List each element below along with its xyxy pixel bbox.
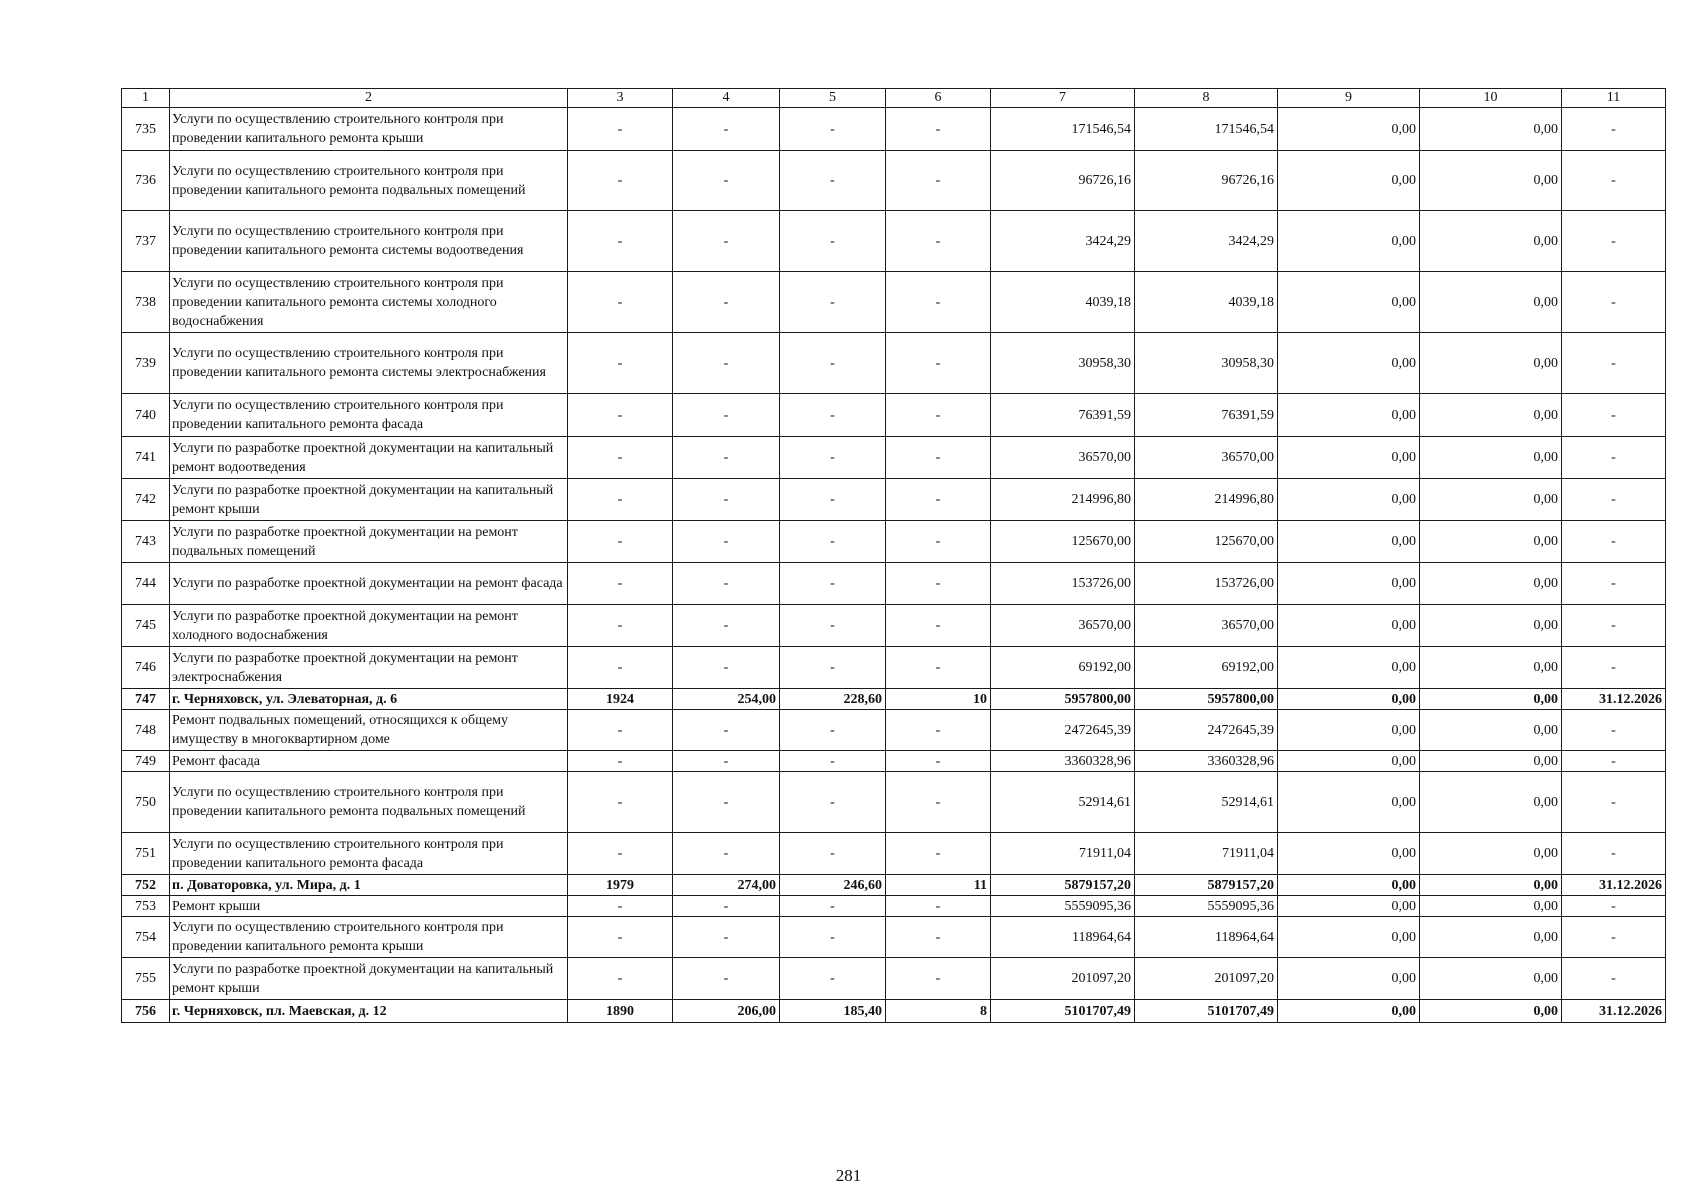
col-8-value: 71911,04 xyxy=(1135,833,1278,875)
col-6-value: - xyxy=(886,437,991,479)
col-5-value: - xyxy=(780,394,886,437)
col-6-value: - xyxy=(886,772,991,833)
col-5-value: - xyxy=(780,896,886,917)
col-8-value: 5957800,00 xyxy=(1135,689,1278,710)
row-number: 746 xyxy=(122,647,170,689)
col-11-value: - xyxy=(1562,563,1666,605)
col-10-value: 0,00 xyxy=(1420,437,1562,479)
table-row xyxy=(122,647,1666,689)
table-row xyxy=(122,151,1666,211)
col-3-value: - xyxy=(568,958,673,1000)
item-name: Услуги по осуществлению строительного контроля при проведении капитального ремонта системы электроснабжения xyxy=(170,333,568,394)
col-6-value: - xyxy=(886,710,991,751)
col-4-value: 254,00 xyxy=(673,689,780,710)
row-number: 735 xyxy=(122,108,170,151)
col-6-value: - xyxy=(886,917,991,958)
col-6-value: - xyxy=(886,833,991,875)
col-4-value: - xyxy=(673,917,780,958)
table-row xyxy=(122,833,1666,875)
col-10-value: 0,00 xyxy=(1420,751,1562,772)
col-8-value: 69192,00 xyxy=(1135,647,1278,689)
col-3-value: - xyxy=(568,772,673,833)
table-row xyxy=(122,896,1666,917)
item-name: Услуги по осуществлению строительного контроля при проведении капитального ремонта фасада xyxy=(170,394,568,437)
item-name: Услуги по осуществлению строительного контроля при проведении капитального ремонта подвальных помещений xyxy=(170,772,568,833)
col-7-value: 5101707,49 xyxy=(991,1000,1135,1023)
col-3-value: - xyxy=(568,605,673,647)
col-10-value: 0,00 xyxy=(1420,772,1562,833)
col-11-value: 31.12.2026 xyxy=(1562,1000,1666,1023)
col-8-value: 171546,54 xyxy=(1135,108,1278,151)
table-row xyxy=(122,710,1666,751)
col-10-value: 0,00 xyxy=(1420,521,1562,563)
header-cell: 9 xyxy=(1278,89,1420,108)
col-5-value: - xyxy=(780,958,886,1000)
col-4-value: 274,00 xyxy=(673,875,780,896)
col-8-value: 125670,00 xyxy=(1135,521,1278,563)
col-3-value: - xyxy=(568,521,673,563)
col-9-value: 0,00 xyxy=(1278,896,1420,917)
row-number: 737 xyxy=(122,211,170,272)
col-11-value: - xyxy=(1562,751,1666,772)
col-7-value: 30958,30 xyxy=(991,333,1135,394)
col-4-value: - xyxy=(673,437,780,479)
col-5-value: - xyxy=(780,605,886,647)
col-11-value: - xyxy=(1562,917,1666,958)
col-9-value: 0,00 xyxy=(1278,521,1420,563)
col-8-value: 153726,00 xyxy=(1135,563,1278,605)
item-name: г. Черняховск, пл. Маевская, д. 12 xyxy=(170,1000,568,1023)
col-9-value: 0,00 xyxy=(1278,437,1420,479)
col-4-value: - xyxy=(673,394,780,437)
item-name: Услуги по осуществлению строительного контроля при проведении капитального ремонта системы водоотведения xyxy=(170,211,568,272)
col-9-value: 0,00 xyxy=(1278,605,1420,647)
col-5-value: - xyxy=(780,917,886,958)
col-3-value: - xyxy=(568,647,673,689)
col-4-value: - xyxy=(673,563,780,605)
col-3-value: - xyxy=(568,479,673,521)
col-4-value: - xyxy=(673,751,780,772)
col-5-value: - xyxy=(780,563,886,605)
table-row xyxy=(122,479,1666,521)
col-8-value: 2472645,39 xyxy=(1135,710,1278,751)
header-cell: 6 xyxy=(886,89,991,108)
col-11-value: - xyxy=(1562,437,1666,479)
table-row xyxy=(122,437,1666,479)
table-row xyxy=(122,875,1666,896)
col-9-value: 0,00 xyxy=(1278,151,1420,211)
col-10-value: 0,00 xyxy=(1420,896,1562,917)
item-name: Ремонт подвальных помещений, относящихся к общему имуществу в многоквартирном доме xyxy=(170,710,568,751)
col-6-value: 10 xyxy=(886,689,991,710)
table-row xyxy=(122,272,1666,333)
col-11-value: 31.12.2026 xyxy=(1562,875,1666,896)
col-9-value: 0,00 xyxy=(1278,563,1420,605)
col-3-value: - xyxy=(568,710,673,751)
col-7-value: 153726,00 xyxy=(991,563,1135,605)
item-name: Услуги по разработке проектной документации на ремонт подвальных помещений xyxy=(170,521,568,563)
col-5-value: - xyxy=(780,521,886,563)
item-name: Услуги по разработке проектной документации на капитальный ремонт крыши xyxy=(170,958,568,1000)
col-3-value: 1924 xyxy=(568,689,673,710)
header-cell: 8 xyxy=(1135,89,1278,108)
item-name: Услуги по осуществлению строительного контроля при проведении капитального ремонта крыши xyxy=(170,108,568,151)
col-4-value: - xyxy=(673,479,780,521)
col-10-value: 0,00 xyxy=(1420,710,1562,751)
item-name: Услуги по разработке проектной документации на ремонт холодного водоснабжения xyxy=(170,605,568,647)
col-9-value: 0,00 xyxy=(1278,833,1420,875)
col-9-value: 0,00 xyxy=(1278,647,1420,689)
item-name: г. Черняховск, ул. Элеваторная, д. 6 xyxy=(170,689,568,710)
col-7-value: 36570,00 xyxy=(991,437,1135,479)
col-5-value: - xyxy=(780,833,886,875)
col-7-value: 36570,00 xyxy=(991,605,1135,647)
col-8-value: 214996,80 xyxy=(1135,479,1278,521)
col-11-value: - xyxy=(1562,772,1666,833)
item-name: Услуги по осуществлению строительного контроля при проведении капитального ремонта подвальных помещений xyxy=(170,151,568,211)
col-9-value: 0,00 xyxy=(1278,108,1420,151)
col-3-value: - xyxy=(568,394,673,437)
col-9-value: 0,00 xyxy=(1278,710,1420,751)
col-8-value: 201097,20 xyxy=(1135,958,1278,1000)
col-11-value: - xyxy=(1562,647,1666,689)
col-6-value: - xyxy=(886,394,991,437)
col-3-value: - xyxy=(568,437,673,479)
row-number: 738 xyxy=(122,272,170,333)
header-row xyxy=(122,89,1666,108)
col-7-value: 5879157,20 xyxy=(991,875,1135,896)
item-name: Услуги по разработке проектной документации на капитальный ремонт водоотведения xyxy=(170,437,568,479)
item-name: Услуги по разработке проектной документации на ремонт электроснабжения xyxy=(170,647,568,689)
table-row xyxy=(122,563,1666,605)
row-number: 742 xyxy=(122,479,170,521)
header-cell: 2 xyxy=(170,89,568,108)
col-5-value: - xyxy=(780,272,886,333)
col-10-value: 0,00 xyxy=(1420,689,1562,710)
col-6-value: - xyxy=(886,272,991,333)
header-cell: 3 xyxy=(568,89,673,108)
col-9-value: 0,00 xyxy=(1278,272,1420,333)
col-8-value: 96726,16 xyxy=(1135,151,1278,211)
col-4-value: - xyxy=(673,896,780,917)
col-3-value: - xyxy=(568,751,673,772)
col-9-value: 0,00 xyxy=(1278,333,1420,394)
col-10-value: 0,00 xyxy=(1420,563,1562,605)
col-10-value: 0,00 xyxy=(1420,647,1562,689)
header-cell: 7 xyxy=(991,89,1135,108)
col-10-value: 0,00 xyxy=(1420,333,1562,394)
col-4-value: - xyxy=(673,605,780,647)
table-row xyxy=(122,772,1666,833)
col-8-value: 30958,30 xyxy=(1135,333,1278,394)
col-9-value: 0,00 xyxy=(1278,751,1420,772)
col-9-value: 0,00 xyxy=(1278,772,1420,833)
table-row xyxy=(122,751,1666,772)
col-11-value: - xyxy=(1562,211,1666,272)
col-10-value: 0,00 xyxy=(1420,272,1562,333)
col-11-value: - xyxy=(1562,108,1666,151)
col-6-value: - xyxy=(886,151,991,211)
data-table xyxy=(121,88,1666,1023)
col-6-value: - xyxy=(886,896,991,917)
col-7-value: 125670,00 xyxy=(991,521,1135,563)
col-7-value: 3360328,96 xyxy=(991,751,1135,772)
col-9-value: 0,00 xyxy=(1278,211,1420,272)
header-cell: 10 xyxy=(1420,89,1562,108)
col-3-value: - xyxy=(568,833,673,875)
col-4-value: - xyxy=(673,151,780,211)
header-cell: 4 xyxy=(673,89,780,108)
col-6-value: - xyxy=(886,479,991,521)
table-row xyxy=(122,958,1666,1000)
col-4-value: - xyxy=(673,772,780,833)
row-number: 755 xyxy=(122,958,170,1000)
item-name: Услуги по осуществлению строительного контроля при проведении капитального ремонта системы холодного водоснабжения xyxy=(170,272,568,333)
col-5-value: - xyxy=(780,333,886,394)
col-7-value: 3424,29 xyxy=(991,211,1135,272)
col-4-value: - xyxy=(673,958,780,1000)
col-3-value: - xyxy=(568,272,673,333)
col-3-value: - xyxy=(568,108,673,151)
col-11-value: - xyxy=(1562,896,1666,917)
table-row xyxy=(122,521,1666,563)
table-row xyxy=(122,394,1666,437)
col-5-value: - xyxy=(780,479,886,521)
table-row xyxy=(122,108,1666,151)
header-cell: 11 xyxy=(1562,89,1666,108)
col-5-value: - xyxy=(780,437,886,479)
col-10-value: 0,00 xyxy=(1420,151,1562,211)
item-name: Ремонт фасада xyxy=(170,751,568,772)
col-11-value: 31.12.2026 xyxy=(1562,689,1666,710)
col-10-value: 0,00 xyxy=(1420,875,1562,896)
row-number: 751 xyxy=(122,833,170,875)
row-number: 740 xyxy=(122,394,170,437)
col-3-value: - xyxy=(568,211,673,272)
item-name: Услуги по осуществлению строительного контроля при проведении капитального ремонта фасада xyxy=(170,833,568,875)
col-6-value: - xyxy=(886,958,991,1000)
col-9-value: 0,00 xyxy=(1278,479,1420,521)
col-4-value: - xyxy=(673,647,780,689)
col-9-value: 0,00 xyxy=(1278,958,1420,1000)
col-10-value: 0,00 xyxy=(1420,394,1562,437)
col-3-value: 1979 xyxy=(568,875,673,896)
col-5-value: - xyxy=(780,751,886,772)
col-11-value: - xyxy=(1562,833,1666,875)
col-9-value: 0,00 xyxy=(1278,1000,1420,1023)
table-row xyxy=(122,605,1666,647)
col-11-value: - xyxy=(1562,605,1666,647)
col-7-value: 5957800,00 xyxy=(991,689,1135,710)
header-cell: 1 xyxy=(122,89,170,108)
item-name: Ремонт крыши xyxy=(170,896,568,917)
row-number: 739 xyxy=(122,333,170,394)
col-6-value: - xyxy=(886,751,991,772)
col-4-value: - xyxy=(673,521,780,563)
col-5-value: - xyxy=(780,710,886,751)
col-11-value: - xyxy=(1562,521,1666,563)
col-6-value: - xyxy=(886,333,991,394)
col-6-value: 11 xyxy=(886,875,991,896)
col-5-value: 246,60 xyxy=(780,875,886,896)
row-number: 748 xyxy=(122,710,170,751)
col-10-value: 0,00 xyxy=(1420,108,1562,151)
col-4-value: 206,00 xyxy=(673,1000,780,1023)
col-9-value: 0,00 xyxy=(1278,917,1420,958)
col-10-value: 0,00 xyxy=(1420,1000,1562,1023)
row-number: 756 xyxy=(122,1000,170,1023)
col-8-value: 3424,29 xyxy=(1135,211,1278,272)
col-3-value: - xyxy=(568,917,673,958)
col-9-value: 0,00 xyxy=(1278,394,1420,437)
row-number: 736 xyxy=(122,151,170,211)
col-10-value: 0,00 xyxy=(1420,958,1562,1000)
col-7-value: 71911,04 xyxy=(991,833,1135,875)
col-11-value: - xyxy=(1562,151,1666,211)
col-7-value: 2472645,39 xyxy=(991,710,1135,751)
col-11-value: - xyxy=(1562,333,1666,394)
col-8-value: 3360328,96 xyxy=(1135,751,1278,772)
col-9-value: 0,00 xyxy=(1278,689,1420,710)
row-number: 747 xyxy=(122,689,170,710)
item-name: Услуги по осуществлению строительного контроля при проведении капитального ремонта крыши xyxy=(170,917,568,958)
col-10-value: 0,00 xyxy=(1420,605,1562,647)
col-7-value: 76391,59 xyxy=(991,394,1135,437)
col-7-value: 214996,80 xyxy=(991,479,1135,521)
col-6-value: - xyxy=(886,211,991,272)
col-8-value: 76391,59 xyxy=(1135,394,1278,437)
col-7-value: 201097,20 xyxy=(991,958,1135,1000)
col-11-value: - xyxy=(1562,394,1666,437)
col-5-value: - xyxy=(780,108,886,151)
col-5-value: - xyxy=(780,772,886,833)
table-row xyxy=(122,333,1666,394)
page-number: 281 xyxy=(835,1166,862,1185)
col-4-value: - xyxy=(673,710,780,751)
col-10-value: 0,00 xyxy=(1420,917,1562,958)
col-6-value: 8 xyxy=(886,1000,991,1023)
col-8-value: 52914,61 xyxy=(1135,772,1278,833)
col-8-value: 5101707,49 xyxy=(1135,1000,1278,1023)
col-6-value: - xyxy=(886,108,991,151)
row-number: 752 xyxy=(122,875,170,896)
col-6-value: - xyxy=(886,605,991,647)
header-cell: 5 xyxy=(780,89,886,108)
row-number: 754 xyxy=(122,917,170,958)
col-10-value: 0,00 xyxy=(1420,479,1562,521)
col-7-value: 118964,64 xyxy=(991,917,1135,958)
col-3-value: - xyxy=(568,333,673,394)
col-11-value: - xyxy=(1562,479,1666,521)
item-name: п. Доваторовка, ул. Мира, д. 1 xyxy=(170,875,568,896)
col-9-value: 0,00 xyxy=(1278,875,1420,896)
col-8-value: 36570,00 xyxy=(1135,605,1278,647)
row-number: 750 xyxy=(122,772,170,833)
col-11-value: - xyxy=(1562,710,1666,751)
col-5-value: 185,40 xyxy=(780,1000,886,1023)
col-7-value: 69192,00 xyxy=(991,647,1135,689)
col-5-value: 228,60 xyxy=(780,689,886,710)
col-6-value: - xyxy=(886,647,991,689)
item-name: Услуги по разработке проектной документации на капитальный ремонт крыши xyxy=(170,479,568,521)
col-4-value: - xyxy=(673,272,780,333)
row-number: 745 xyxy=(122,605,170,647)
col-7-value: 96726,16 xyxy=(991,151,1135,211)
table-row xyxy=(122,211,1666,272)
table-row xyxy=(122,917,1666,958)
col-8-value: 36570,00 xyxy=(1135,437,1278,479)
col-10-value: 0,00 xyxy=(1420,211,1562,272)
col-5-value: - xyxy=(780,151,886,211)
col-8-value: 118964,64 xyxy=(1135,917,1278,958)
col-3-value: - xyxy=(568,896,673,917)
col-4-value: - xyxy=(673,211,780,272)
row-number: 741 xyxy=(122,437,170,479)
table-row xyxy=(122,1000,1666,1023)
col-5-value: - xyxy=(780,647,886,689)
col-8-value: 4039,18 xyxy=(1135,272,1278,333)
col-11-value: - xyxy=(1562,272,1666,333)
item-name: Услуги по разработке проектной документации на ремонт фасада xyxy=(170,563,568,605)
row-number: 749 xyxy=(122,751,170,772)
col-11-value: - xyxy=(1562,958,1666,1000)
table-row xyxy=(122,689,1666,710)
row-number: 744 xyxy=(122,563,170,605)
row-number: 743 xyxy=(122,521,170,563)
col-7-value: 4039,18 xyxy=(991,272,1135,333)
col-4-value: - xyxy=(673,108,780,151)
col-6-value: - xyxy=(886,521,991,563)
col-7-value: 171546,54 xyxy=(991,108,1135,151)
col-5-value: - xyxy=(780,211,886,272)
col-4-value: - xyxy=(673,333,780,394)
col-4-value: - xyxy=(673,833,780,875)
row-number: 753 xyxy=(122,896,170,917)
col-10-value: 0,00 xyxy=(1420,833,1562,875)
col-3-value: 1890 xyxy=(568,1000,673,1023)
col-7-value: 52914,61 xyxy=(991,772,1135,833)
col-8-value: 5879157,20 xyxy=(1135,875,1278,896)
col-8-value: 5559095,36 xyxy=(1135,896,1278,917)
col-7-value: 5559095,36 xyxy=(991,896,1135,917)
col-6-value: - xyxy=(886,563,991,605)
col-3-value: - xyxy=(568,563,673,605)
col-3-value: - xyxy=(568,151,673,211)
